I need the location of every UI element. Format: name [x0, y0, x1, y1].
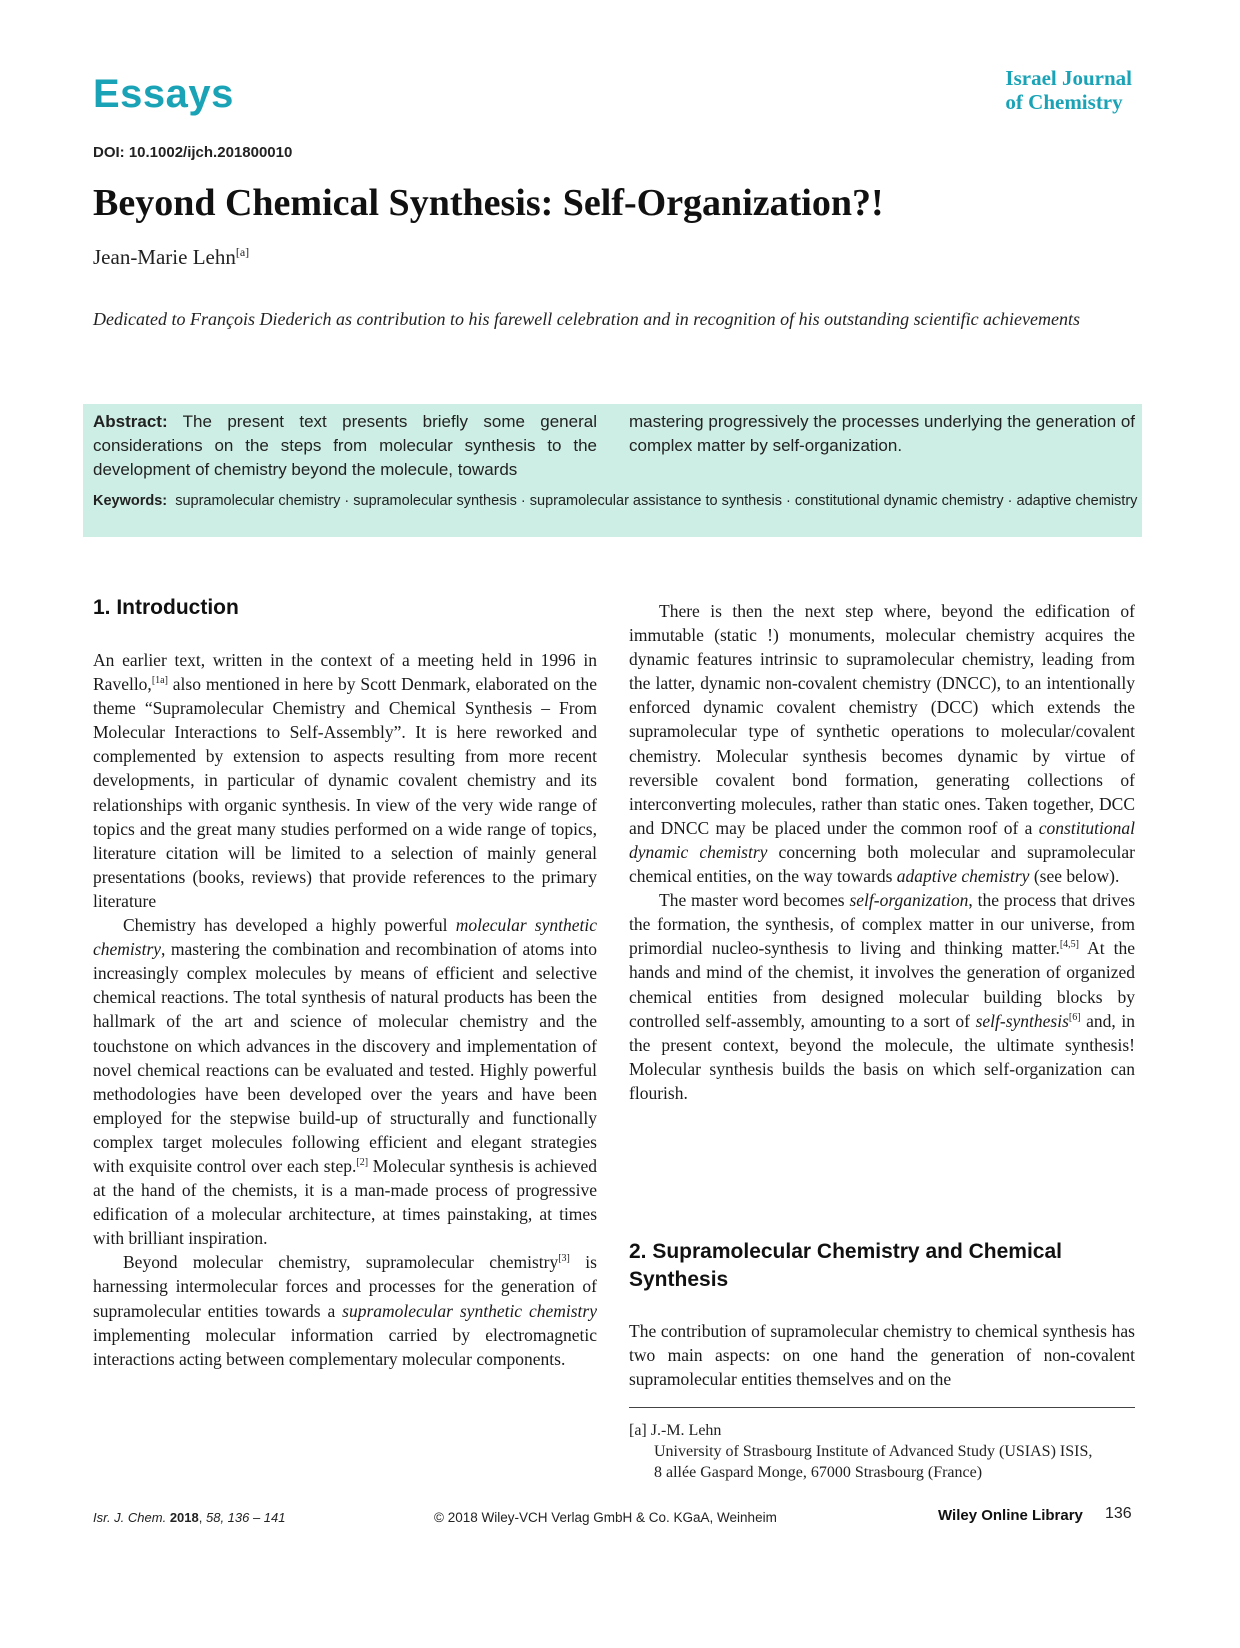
emphasis: supramolecular synthetic chemistry: [342, 1300, 597, 1321]
wiley-online-library-link[interactable]: Wiley Online Library: [938, 1507, 1083, 1524]
citation-ref[interactable]: [4,5]: [1059, 939, 1080, 951]
section-2-body: [629, 1319, 1135, 1391]
journal-name-line2: of Chemistry: [1005, 90, 1123, 114]
section-1-heading: 1. Introduction: [93, 596, 239, 619]
emphasis: self-organization: [849, 890, 969, 911]
footer-copyright: © 2018 Wiley-VCH Verlag GmbH & Co. KGaA, Weinheim: [434, 1510, 777, 1525]
emphasis: molecular synthetic chemistry: [93, 915, 598, 960]
doi[interactable]: DOI: 10.1002/ijch.201800010: [93, 144, 293, 161]
citation-ref[interactable]: [1a]: [151, 675, 168, 687]
author: [93, 245, 249, 270]
article-title: Beyond Chemical Synthesis: Self-Organization?!: [93, 182, 884, 224]
text: Molecular synthesis is achieved at the hand of the chemists, it is a man-made process of progressive edification of a molecular architecture, at times painstaking, at times with brilliant inspiration.: [93, 1155, 597, 1249]
paragraph: The contribution of supramolecular chemistry to chemical synthesis has two main aspects: on one hand the generation of non-covalent supramolecular entities themselves and on the: [629, 1321, 1135, 1390]
abstract-column-2: [629, 410, 1135, 458]
journal-name-line1: Israel Journal: [1005, 66, 1132, 90]
footer-year: 2018: [169, 1510, 199, 1525]
text: , the process that drives the formation, the synthesis, of complex matter in our universe, from primordial nucleo-synthesis to living and thinking matter.: [629, 890, 1136, 959]
paragraph: [629, 599, 1135, 888]
text: , mastering the combination and recombination of atoms into increasingly complex molecules by means of efficient and selective chemical reactions. The total synthesis of natural products has been the hallmark of the art and science of molecular chemistry and the touchstone on which advances in the discovery and implementation of novel chemical reactions can be evaluated and tested. Highly powerful methodologies have been developed over the years and have been employed for the stepwise build-up of structurally and functionally complex target molecules following efficient and elegant strategies with exquisite control over each step.: [93, 939, 597, 1176]
keywords-list: supramolecular chemistry · supramolecular synthesis · supramolecular assistance to synthesis · constitutional dynamic chemistry · adaptive chemistry: [175, 493, 1138, 509]
author-affiliation-mark: [a]: [235, 245, 250, 259]
abstract-label: Abstract:: [93, 412, 168, 431]
paragraph: [93, 648, 597, 913]
text: (see below).: [1029, 866, 1120, 887]
footer-citation: Isr. J. Chem. 2018, 58, 136 – 141: [93, 1510, 286, 1525]
text: concerning both molecular and supramolecular chemical entities, on the way towards: [629, 841, 1135, 887]
affiliation-footnote: [629, 1420, 1139, 1483]
emphasis: self-synthesis: [975, 1010, 1069, 1031]
footnote-divider: [629, 1407, 1135, 1408]
text: The master word becomes: [659, 890, 850, 911]
author-name: Jean-Marie Lehn: [93, 245, 236, 269]
abstract-text-1: The present text presents briefly some general considerations on the steps from molecular synthesis to the development of chemistry beyond the molecule, towards: [93, 412, 597, 479]
section-2-heading: 2. Supramolecular Chemistry and Chemical Synthesis: [629, 1240, 1062, 1291]
emphasis: constitutional dynamic chemistry: [629, 817, 1135, 862]
text: and, in the present context, beyond the molecule, the ultimate synthesis! Molecular synthesis builds the basis on which self-organization can flourish.: [629, 1010, 1135, 1103]
paragraph: [629, 888, 1135, 1105]
text: is harnessing intermolecular forces and processes for the generation of supramolecular entities towards a: [93, 1252, 597, 1321]
keywords-label: Keywords:: [93, 493, 168, 509]
footer-volume: 58, 136 – 141: [205, 1510, 286, 1525]
body-column-right: [629, 599, 1135, 1105]
abstract-column-1: [93, 410, 597, 482]
paragraph: [93, 913, 597, 1250]
journal-logo: [1005, 66, 1132, 114]
citation-ref[interactable]: [3]: [558, 1253, 570, 1265]
footer-journal: Isr. J. Chem.: [93, 1510, 167, 1525]
section-label: Essays: [93, 72, 234, 116]
citation-ref[interactable]: [2]: [356, 1157, 369, 1169]
affiliation-address: 8 allée Gaspard Monge, 67000 Strasbourg (France): [654, 1464, 983, 1481]
dedication: Dedicated to François Diederich as contribution to his farewell celebration and in recognition of his outstanding scientific achievements: [93, 309, 1081, 329]
text: At the hands and mind of the chemist, it involves the generation of organized chemical entities from designed molecular building blocks by controlled self-assembly, amounting to a sort of: [629, 938, 1135, 1031]
abstract-text-2: mastering progressively the processes underlying the generation of complex matter by self-organization.: [629, 412, 1135, 455]
keywords: [93, 491, 1138, 511]
affiliation-author: [a] J.-M. Lehn: [629, 1422, 722, 1439]
affiliation-institution: University of Strasbourg Institute of Advanced Study (USIAS) ISIS,: [654, 1443, 1093, 1460]
citation-ref[interactable]: [6]: [1068, 1011, 1081, 1023]
text: also mentioned in here by Scott Denmark, elaborated on the theme “Supramolecular Chemistry and Chemical Synthesis – From Molecular Interactions to Self-Assembly”. It is here reworked and complemented by extension to aspects resulting from more recent developments, in particular of dynamic covalent chemistry and its relationships with organic synthesis. In view of the very wide range of topics and the great many studies performed on a wide range of topics, literature citation will be limited to a selection of mainly general presentations (books, reviews) that provide references to the primary literature: [93, 674, 597, 911]
text: Chemistry has developed a highly powerful: [123, 915, 456, 936]
body-column-left: [93, 648, 597, 1371]
text: An earlier text, written in the context of a meeting held in 1996 in Ravello,: [93, 650, 597, 695]
text: There is then the next step where, beyond the edification of immutable (static !) monuments, molecular chemistry acquires the dynamic features intrinsic to supramolecular chemistry, leading from the latter, dynamic non-covalent chemistry (DNCC), to an intentionally enforced dynamic covalent chemistry (DCC) which extends the supramolecular type of synthetic operations to molecular/covalent chemistry. Molecular synthesis becomes dynamic by virtue of reversible covalent bond formation, generating collections of interconverting molecules, rather than static ones. Taken together, DCC and DNCC may be placed under the common roof of a: [629, 601, 1135, 838]
text: Beyond molecular chemistry, supramolecular chemistry: [123, 1252, 559, 1273]
emphasis: adaptive chemistry: [896, 866, 1030, 887]
page-number: 136: [1105, 1505, 1132, 1522]
text: implementing molecular information carried by electromagnetic interactions acting between complementary molecular components.: [93, 1324, 597, 1369]
paragraph: [93, 1250, 597, 1370]
